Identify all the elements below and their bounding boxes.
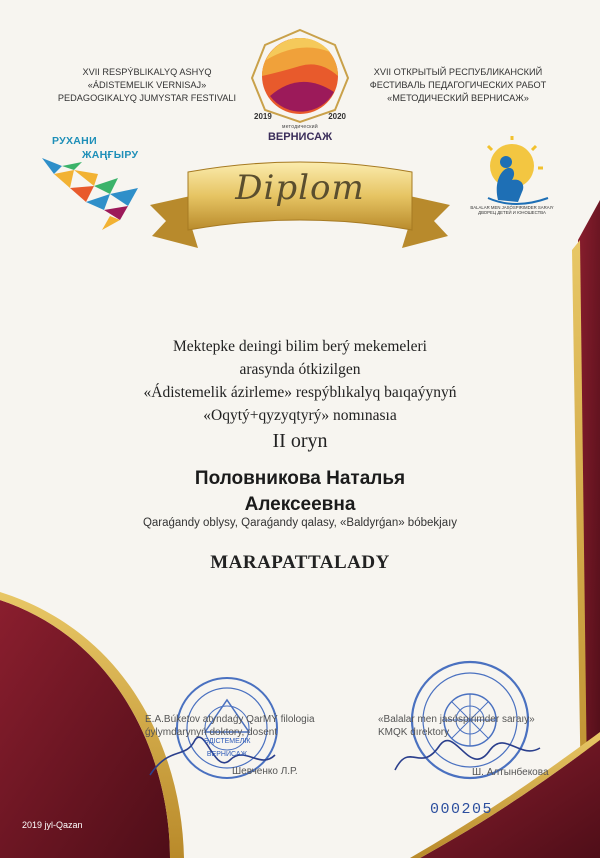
- logo-small-label: методический: [282, 124, 318, 130]
- footer-date: 2019 jyl-Qazan: [22, 820, 83, 830]
- logo-big-label: ВЕРНИСАЖ: [267, 131, 333, 143]
- awarded-label: MARAPATTALADY: [210, 552, 390, 573]
- diploma-title: Diplom: [235, 168, 365, 208]
- right-logo-caption: [462, 205, 562, 215]
- rukhani-logo-line1: РУХАНИ: [52, 135, 97, 147]
- place-label: II oryn: [272, 430, 328, 452]
- signature-right-name: Ш. Алтынбекова: [472, 767, 549, 778]
- festival-header-russian: [358, 66, 558, 105]
- signature-left-line1: E.A.Búketov atyndaǵy QarMÝ filologia: [145, 714, 315, 725]
- stamp-left-text: ӘДІСТЕМЕЛІК ВЕРНИСАЖ: [203, 738, 251, 758]
- signature-right-block: [378, 713, 535, 739]
- right-logo-caption-line1: BALALAR MEN JASÓSPIRIMDER SARAIY: [470, 205, 554, 210]
- header-left-line: XVII RESPÝBLIKALYQ ASHYQ: [82, 67, 212, 77]
- body-line-3: «Ádistemelik ázirleme» respýblıkalyq baıqaýynyń: [143, 384, 457, 401]
- header-right-line: ФЕСТИВАЛЬ ПЕДАГОГИЧЕСКИХ РАБОТ: [369, 80, 547, 90]
- header-right-line: XVII ОТКРЫТЫЙ РЕСПУБЛИКАНСКИЙ: [373, 67, 543, 77]
- header-left-line: PEDAGOGIKALYQ JUMYSTAR FESTIVALI: [57, 93, 237, 103]
- header-right-line: «МЕТОДИЧЕСКИЙ ВЕРНИСАЖ»: [387, 93, 529, 103]
- body-line-4: «Oqytý+qyzyqtyrý» nomınasıa: [203, 407, 397, 424]
- recipient-location: Qaraǵandy oblysy, Qaraǵandy qalasy, «Baldyrǵan» bóbekjaıy: [142, 517, 458, 529]
- body-line-1: Mektepke deıingi bilim berý mekemeleri: [173, 338, 427, 355]
- right-logo-caption-line2: ДВОРЕЦ ДЕТЕЙ И ЮНОШЕСТВА: [478, 210, 546, 215]
- signature-left-name: Шевченко Л.Р.: [232, 766, 298, 777]
- festival-header-kazakh: [52, 66, 242, 105]
- recipient-name-line1: Половникова Наталья: [194, 468, 406, 489]
- signature-left-line2: ǵylymdarynyń doktory, dosent: [145, 727, 278, 738]
- logo-year-end: 2020: [328, 112, 346, 121]
- recipient-name-line2: Алексеевна: [244, 494, 356, 515]
- body-line-2: arasynda ótkizilgen: [239, 361, 361, 378]
- serial-number: 000205: [430, 801, 494, 818]
- header-left-line: «ÁDISTEMELIK VERNISAJ»: [87, 80, 207, 90]
- rukhani-logo-line2: ЖАҢҒЫРУ: [82, 149, 139, 161]
- signature-right-line1: «Balalar men jasóspirimder saraıy»: [378, 714, 535, 725]
- signature-right-line2: KMQK dırektory: [378, 727, 450, 738]
- logo-year-start: 2019: [254, 112, 272, 121]
